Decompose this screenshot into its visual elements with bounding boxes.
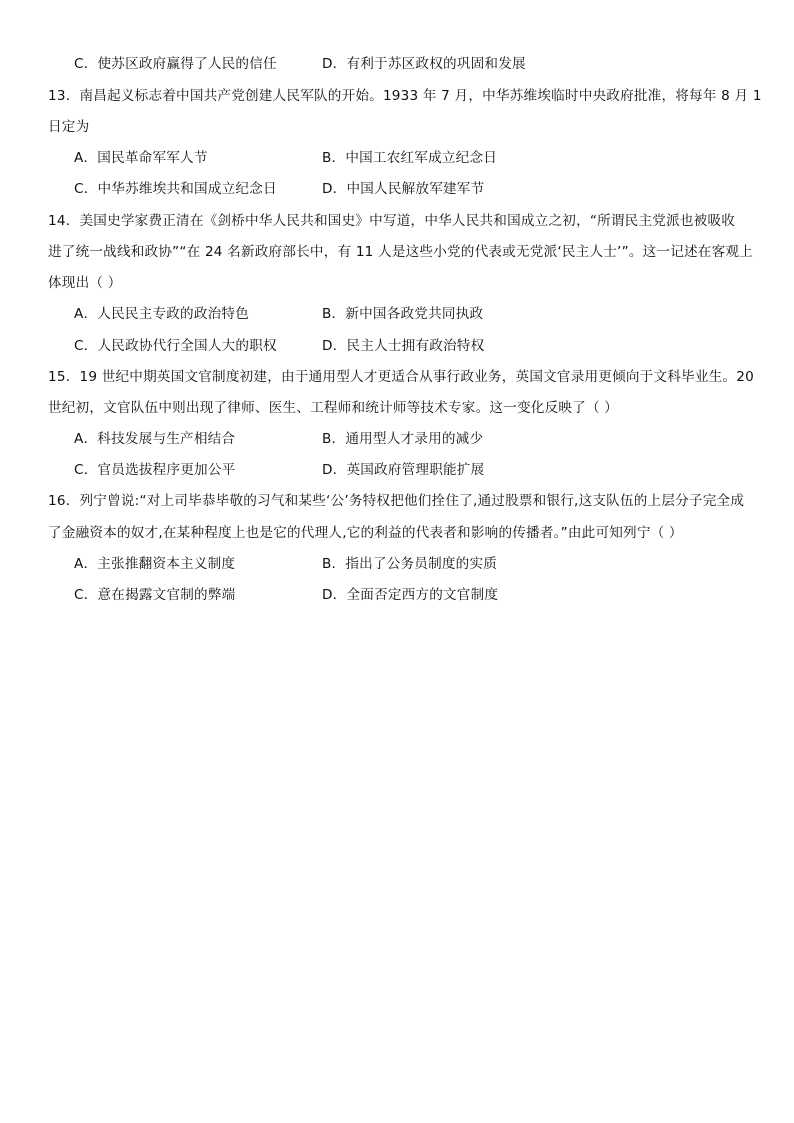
q16-option-c: C．意在揭露文官制的弊端: [74, 587, 236, 603]
q16-stem-line-1: 16．列宁曾说:“对上司毕恭毕敬的习气和某些‘公’务特权把他们拴住了,通过股票和银行,这支队伍的上层分子完全成: [48, 493, 745, 509]
q16-option-b: B．指出了公务员制度的实质: [322, 556, 498, 572]
q15-option-a: A．科技发展与生产相结合: [74, 431, 236, 447]
q14-option-b: B．新中国各政党共同执政: [322, 306, 484, 322]
q14-stem-line-3: 体现出（ ）: [48, 275, 122, 291]
q16-option-d: D．全面否定西方的文官制度: [322, 587, 499, 603]
q15-option-b: B．通用型人才录用的减少: [322, 431, 484, 447]
q14-stem-line-2: 进了统一战线和政协”“在 24 名新政府部长中，有 11 人是这些小党的代表或无党派‘民主人士’”。这一记述在客观上: [48, 244, 753, 260]
q13-stem-line-2: 日定为: [48, 119, 90, 135]
q14-stem-line-1: 14．美国史学家费正清在《剑桥中华人民共和国史》中写道，中华人民共和国成立之初，“所谓民主党派也被吸收: [48, 213, 736, 229]
q12-option-d: D．有利于苏区政权的巩固和发展: [322, 56, 526, 72]
q13-option-d: D．中国人民解放军建军节: [322, 181, 485, 197]
q14-option-d: D．民主人士拥有政治特权: [322, 338, 485, 354]
q13-stem-line-1: 13．南昌起义标志着中国共产党创建人民军队的开始。1933 年 7 月，中华苏维埃临时中央政府批准，将每年 8 月 1: [48, 88, 762, 104]
q13-option-c: C．中华苏维埃共和国成立纪念日: [74, 181, 277, 197]
q13-option-a: A．国民革命军军人节: [74, 150, 208, 166]
q16-option-a: A．主张推翻资本主义制度: [74, 556, 236, 572]
q14-option-c: C．人民政协代行全国人大的职权: [74, 338, 277, 354]
q16-stem-line-2: 了金融资本的奴才,在某种程度上也是它的代理人,它的利益的代表者和影响的传播者。”由此可知列宁（ ）: [48, 525, 683, 541]
q15-stem-line-2: 世纪初，文官队伍中则出现了律师、医生、工程师和统计师等技术专家。这一变化反映了（ ）: [48, 400, 619, 416]
q15-option-c: C．官员选拔程序更加公平: [74, 462, 236, 478]
q15-option-d: D．英国政府管理职能扩展: [322, 462, 485, 478]
q14-option-a: A．人民民主专政的政治特色: [74, 306, 250, 322]
q13-option-b: B．中国工农红军成立纪念日: [322, 150, 498, 166]
q15-stem-line-1: 15．19 世纪中期英国文官制度初建，由于通用型人才更适合从事行政业务，英国文官录用更倾向于文科毕业生。20: [48, 369, 754, 385]
q12-option-c: C．使苏区政府赢得了人民的信任: [74, 56, 277, 72]
